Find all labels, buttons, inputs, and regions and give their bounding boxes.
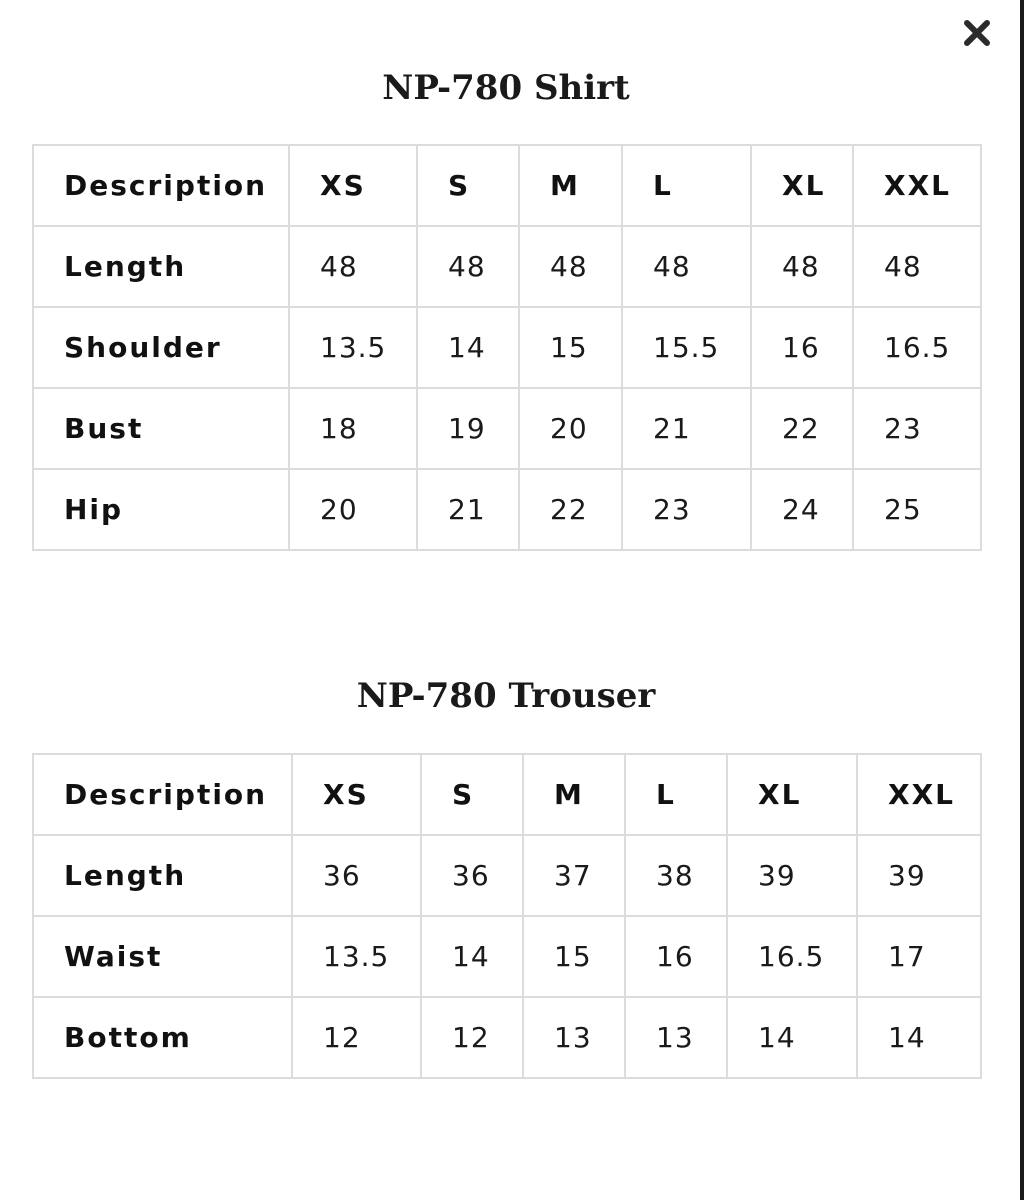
row-label: Shoulder — [33, 307, 289, 388]
column-header-m: M — [523, 754, 625, 835]
table-cell: 15.5 — [622, 307, 751, 388]
table-cell: 48 — [289, 226, 417, 307]
table-cell: 13.5 — [289, 307, 417, 388]
table-row — [33, 835, 981, 916]
column-header-description: Description — [33, 754, 292, 835]
column-header-xxl: XXL — [857, 754, 981, 835]
table-cell: 16.5 — [853, 307, 981, 388]
column-header-xs: XS — [289, 145, 417, 226]
table-cell: 15 — [523, 916, 625, 997]
table-row — [33, 997, 981, 1078]
window-edge — [1020, 0, 1024, 1200]
table-cell: 48 — [622, 226, 751, 307]
table-header-row — [33, 145, 981, 226]
row-label: Hip — [33, 469, 289, 550]
column-header-s: S — [417, 145, 519, 226]
table-cell: 20 — [519, 388, 622, 469]
column-header-description: Description — [33, 145, 289, 226]
table-cell: 39 — [727, 835, 857, 916]
table-cell: 19 — [417, 388, 519, 469]
table-cell: 48 — [519, 226, 622, 307]
shirt-size-table — [32, 144, 982, 551]
column-header-xl: XL — [727, 754, 857, 835]
table-cell: 23 — [853, 388, 981, 469]
table-cell: 48 — [853, 226, 981, 307]
table-cell: 21 — [622, 388, 751, 469]
table-cell: 48 — [751, 226, 853, 307]
trouser-size-table — [32, 753, 982, 1079]
table-cell: 12 — [421, 997, 523, 1078]
table-row — [33, 469, 981, 550]
table-row — [33, 916, 981, 997]
table-cell: 48 — [417, 226, 519, 307]
table-cell: 36 — [292, 835, 421, 916]
column-header-xs: XS — [292, 754, 421, 835]
table-cell: 13 — [625, 997, 727, 1078]
table-header-row — [33, 754, 981, 835]
table-cell: 21 — [417, 469, 519, 550]
table-row — [33, 226, 981, 307]
shirt-size-chart-title: NP-780 Shirt — [382, 68, 630, 108]
table-cell: 22 — [751, 388, 853, 469]
table-cell: 25 — [853, 469, 981, 550]
table-cell: 36 — [421, 835, 523, 916]
row-label: Bottom — [33, 997, 292, 1078]
column-header-l: L — [622, 145, 751, 226]
table-cell: 14 — [417, 307, 519, 388]
table-cell: 16 — [625, 916, 727, 997]
table-cell: 22 — [519, 469, 622, 550]
table-cell: 13.5 — [292, 916, 421, 997]
table-cell: 13 — [523, 997, 625, 1078]
table-cell: 14 — [857, 997, 981, 1078]
column-header-m: M — [519, 145, 622, 226]
table-cell: 16 — [751, 307, 853, 388]
column-header-xl: XL — [751, 145, 853, 226]
row-label: Waist — [33, 916, 292, 997]
close-button[interactable] — [958, 14, 996, 52]
table-cell: 14 — [421, 916, 523, 997]
table-cell: 39 — [857, 835, 981, 916]
table-cell: 38 — [625, 835, 727, 916]
table-cell: 17 — [857, 916, 981, 997]
table-cell: 24 — [751, 469, 853, 550]
table-cell: 20 — [289, 469, 417, 550]
row-label: Bust — [33, 388, 289, 469]
table-cell: 23 — [622, 469, 751, 550]
column-header-s: S — [421, 754, 523, 835]
row-label: Length — [33, 835, 292, 916]
table-cell: 12 — [292, 997, 421, 1078]
column-header-xxl: XXL — [853, 145, 981, 226]
row-label: Length — [33, 226, 289, 307]
table-cell: 16.5 — [727, 916, 857, 997]
close-icon — [962, 18, 992, 48]
table-cell: 14 — [727, 997, 857, 1078]
table-row — [33, 388, 981, 469]
table-cell: 37 — [523, 835, 625, 916]
table-cell: 15 — [519, 307, 622, 388]
table-row — [33, 307, 981, 388]
column-header-l: L — [625, 754, 727, 835]
table-cell: 18 — [289, 388, 417, 469]
trouser-size-chart-title: NP-780 Trouser — [356, 676, 656, 716]
